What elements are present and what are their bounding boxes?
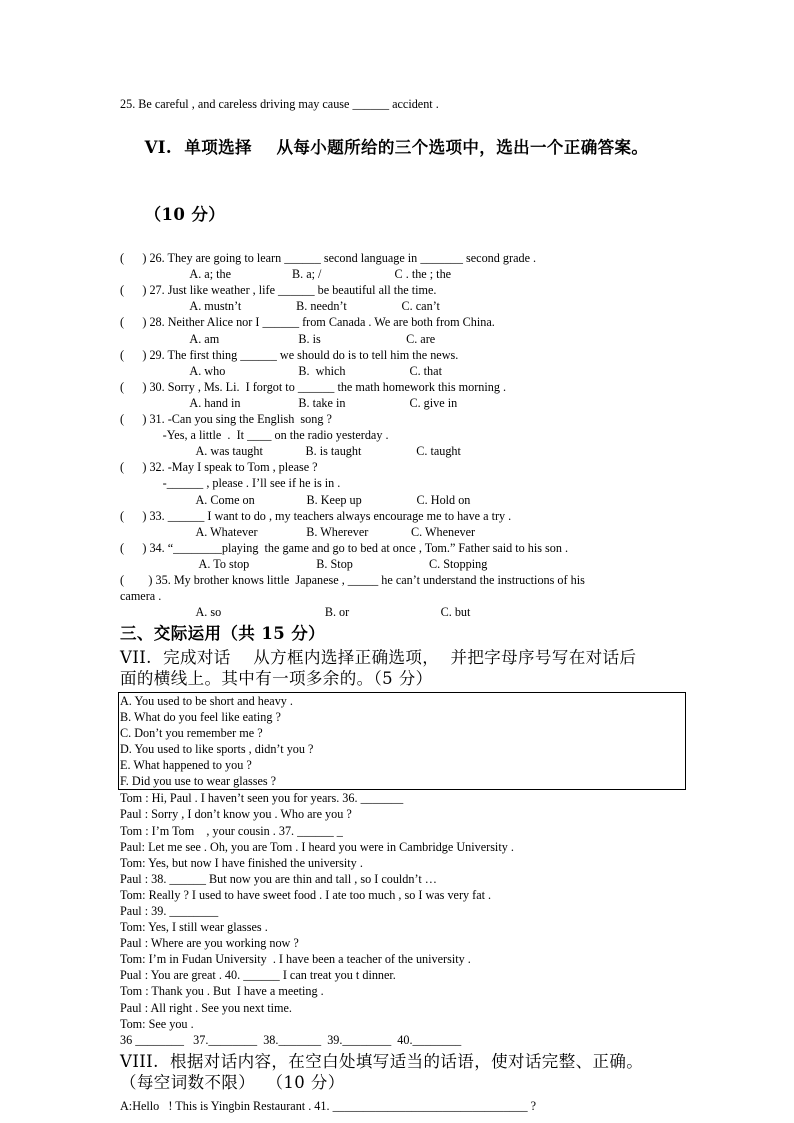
question-35-stem: ( ) 35. My brother knows little Japanese , _____ he can’t understand the instructions of his [120, 572, 585, 587]
dialogue-line: Tom : Thank you . But I have a meeting . [120, 984, 324, 999]
box-option: E. What happened to you ? [120, 758, 252, 773]
part-3-heading: 三、交际运用（共 15 分） [120, 624, 326, 644]
mc-question-options: A. mustn’t B. needn’t C. can’t [120, 299, 440, 314]
dialogue-line: Paul : Sorry , I don’t know you . Who are you ? [120, 807, 352, 822]
mc-question-stem: ( ) 34. “________playing the game and go to bed at once , Tom.” Father said to his son . [120, 540, 569, 555]
options-box [118, 692, 686, 791]
dialogue-line: Paul: Let me see . Oh, you are Tom . I heard you were in Cambridge University . [120, 839, 514, 854]
mc-question-options: A. Whatever B. Wherever C. Whenever [120, 524, 476, 539]
dialogue-line: Paul : 39. ________ [120, 903, 219, 918]
box-option: A. You used to be short and heavy . [120, 693, 293, 708]
section-8-heading-cont: （每空词数不限） （10 分） [120, 1073, 345, 1093]
question-35-stem-cont: camera . [120, 589, 162, 604]
dialogue [120, 790, 690, 1048]
question-41: A:Hello ! This is Yingbin Restaurant . 41. ________________________________ ? [120, 1098, 537, 1113]
section-6-heading-score: （10 分） [144, 205, 226, 225]
mc-question-stem: ( ) 33. ______ I want to do , my teachers always encourage me to have a try . [120, 508, 512, 523]
section-7-heading-cont: 面的横线上。其中有一项多余的。（5 分） [120, 669, 433, 689]
dialogue-line: Tom: Yes, I still wear glasses . [120, 920, 268, 935]
dialogue-line: Paul : Where are you working now ? [120, 936, 299, 951]
question-35-options: A. so B. or C. but [120, 605, 471, 620]
box-option: B. What do you feel like eating ? [120, 709, 281, 724]
box-option: F. Did you use to wear glasses ? [120, 774, 277, 789]
dialogue-line: Tom: Yes, but now I have finished the university . [120, 855, 363, 870]
mc-question-stem: ( ) 30. Sorry , Ms. Li. I forgot to ______ the math homework this morning . [120, 379, 507, 394]
dialogue-line: Paul : 38. ______ But now you are thin and tall , so I couldn’t … [120, 871, 437, 886]
mc-question-stem: ( ) 32. -May I speak to Tom , please ? -______ , please . I’ll see if he is in . [120, 460, 341, 491]
dialogue-line: Tom : Hi, Paul . I haven’t seen you for years. 36. _______ [120, 791, 404, 806]
mc-question-stem: ( ) 31. -Can you sing the English song ? -Yes, a little . It ____ on the radio yesterday . [120, 412, 389, 443]
section-6-heading-line1: VI. 单项选择 从每小题所给的三个选项中，选出一个正确答案。 [144, 137, 649, 157]
section-6-heading [120, 112, 690, 183]
box-option: C. Don’t you remember me ? [120, 725, 263, 740]
question-25: 25. Be careful , and careless driving may cause ______ accident . [120, 97, 439, 111]
box-option: D. You used to like sports , didn’t you ? [120, 742, 314, 757]
mc-question-options: A. To stop B. Stop C. Stopping [120, 556, 488, 571]
dialogue-line: Tom : I’m Tom , your cousin . 37. ______ _ [120, 823, 343, 838]
mc-question-stem: ( ) 28. Neither Alice nor I ______ from Canada . We are both from China. [120, 315, 495, 330]
section-8-heading: VIII. 根据对话内容，在空白处填写适当的话语，使对话完整、正确。 [120, 1051, 644, 1071]
worksheet-page [120, 96, 690, 1114]
dialogue-line: Tom: Really ? I used to have sweet food . I ate too much , so I was very fat . [120, 887, 492, 902]
section-7-heading: VII. 完成对话 从方框内选择正确选项， 并把字母序号写在对话后 [120, 647, 637, 667]
dialogue-line: Pual : You are great . 40. ______ I can treat you t dinner. [120, 968, 396, 983]
dialogue-line: Tom: See you . [120, 1016, 194, 1031]
mc-question-options: A. Come on B. Keep up C. Hold on [120, 492, 471, 507]
mc-question-stem: ( ) 27. Just like weather , life ______ be beautiful all the time. [120, 283, 437, 298]
dialogue-line: Tom: I’m in Fudan University . I have been a teacher of the university . [120, 952, 471, 967]
mc-question-options: A. hand in B. take in C. give in [120, 395, 458, 410]
mc-question-stem: ( ) 29. The first thing ______ we should do is to tell him the news. [120, 347, 459, 362]
mc-question-options: A. a; the B. a; / C . the ; the [120, 267, 452, 282]
dialogue-line: Paul : All right . See you next time. [120, 1000, 292, 1015]
mc-question-stem: ( ) 26. They are going to learn ______ second language in _______ second grade . [120, 251, 537, 266]
mc-question-options: A. who B. which C. that [120, 363, 442, 378]
multiple-choice-list [120, 250, 690, 572]
mc-question-options: A. am B. is C. are [120, 331, 436, 346]
mc-question-options: A. was taught B. is taught C. taught [120, 444, 461, 459]
answer-blanks-row: 36 ________ 37.________ 38._______ 39.________ 40.________ [120, 1032, 462, 1047]
